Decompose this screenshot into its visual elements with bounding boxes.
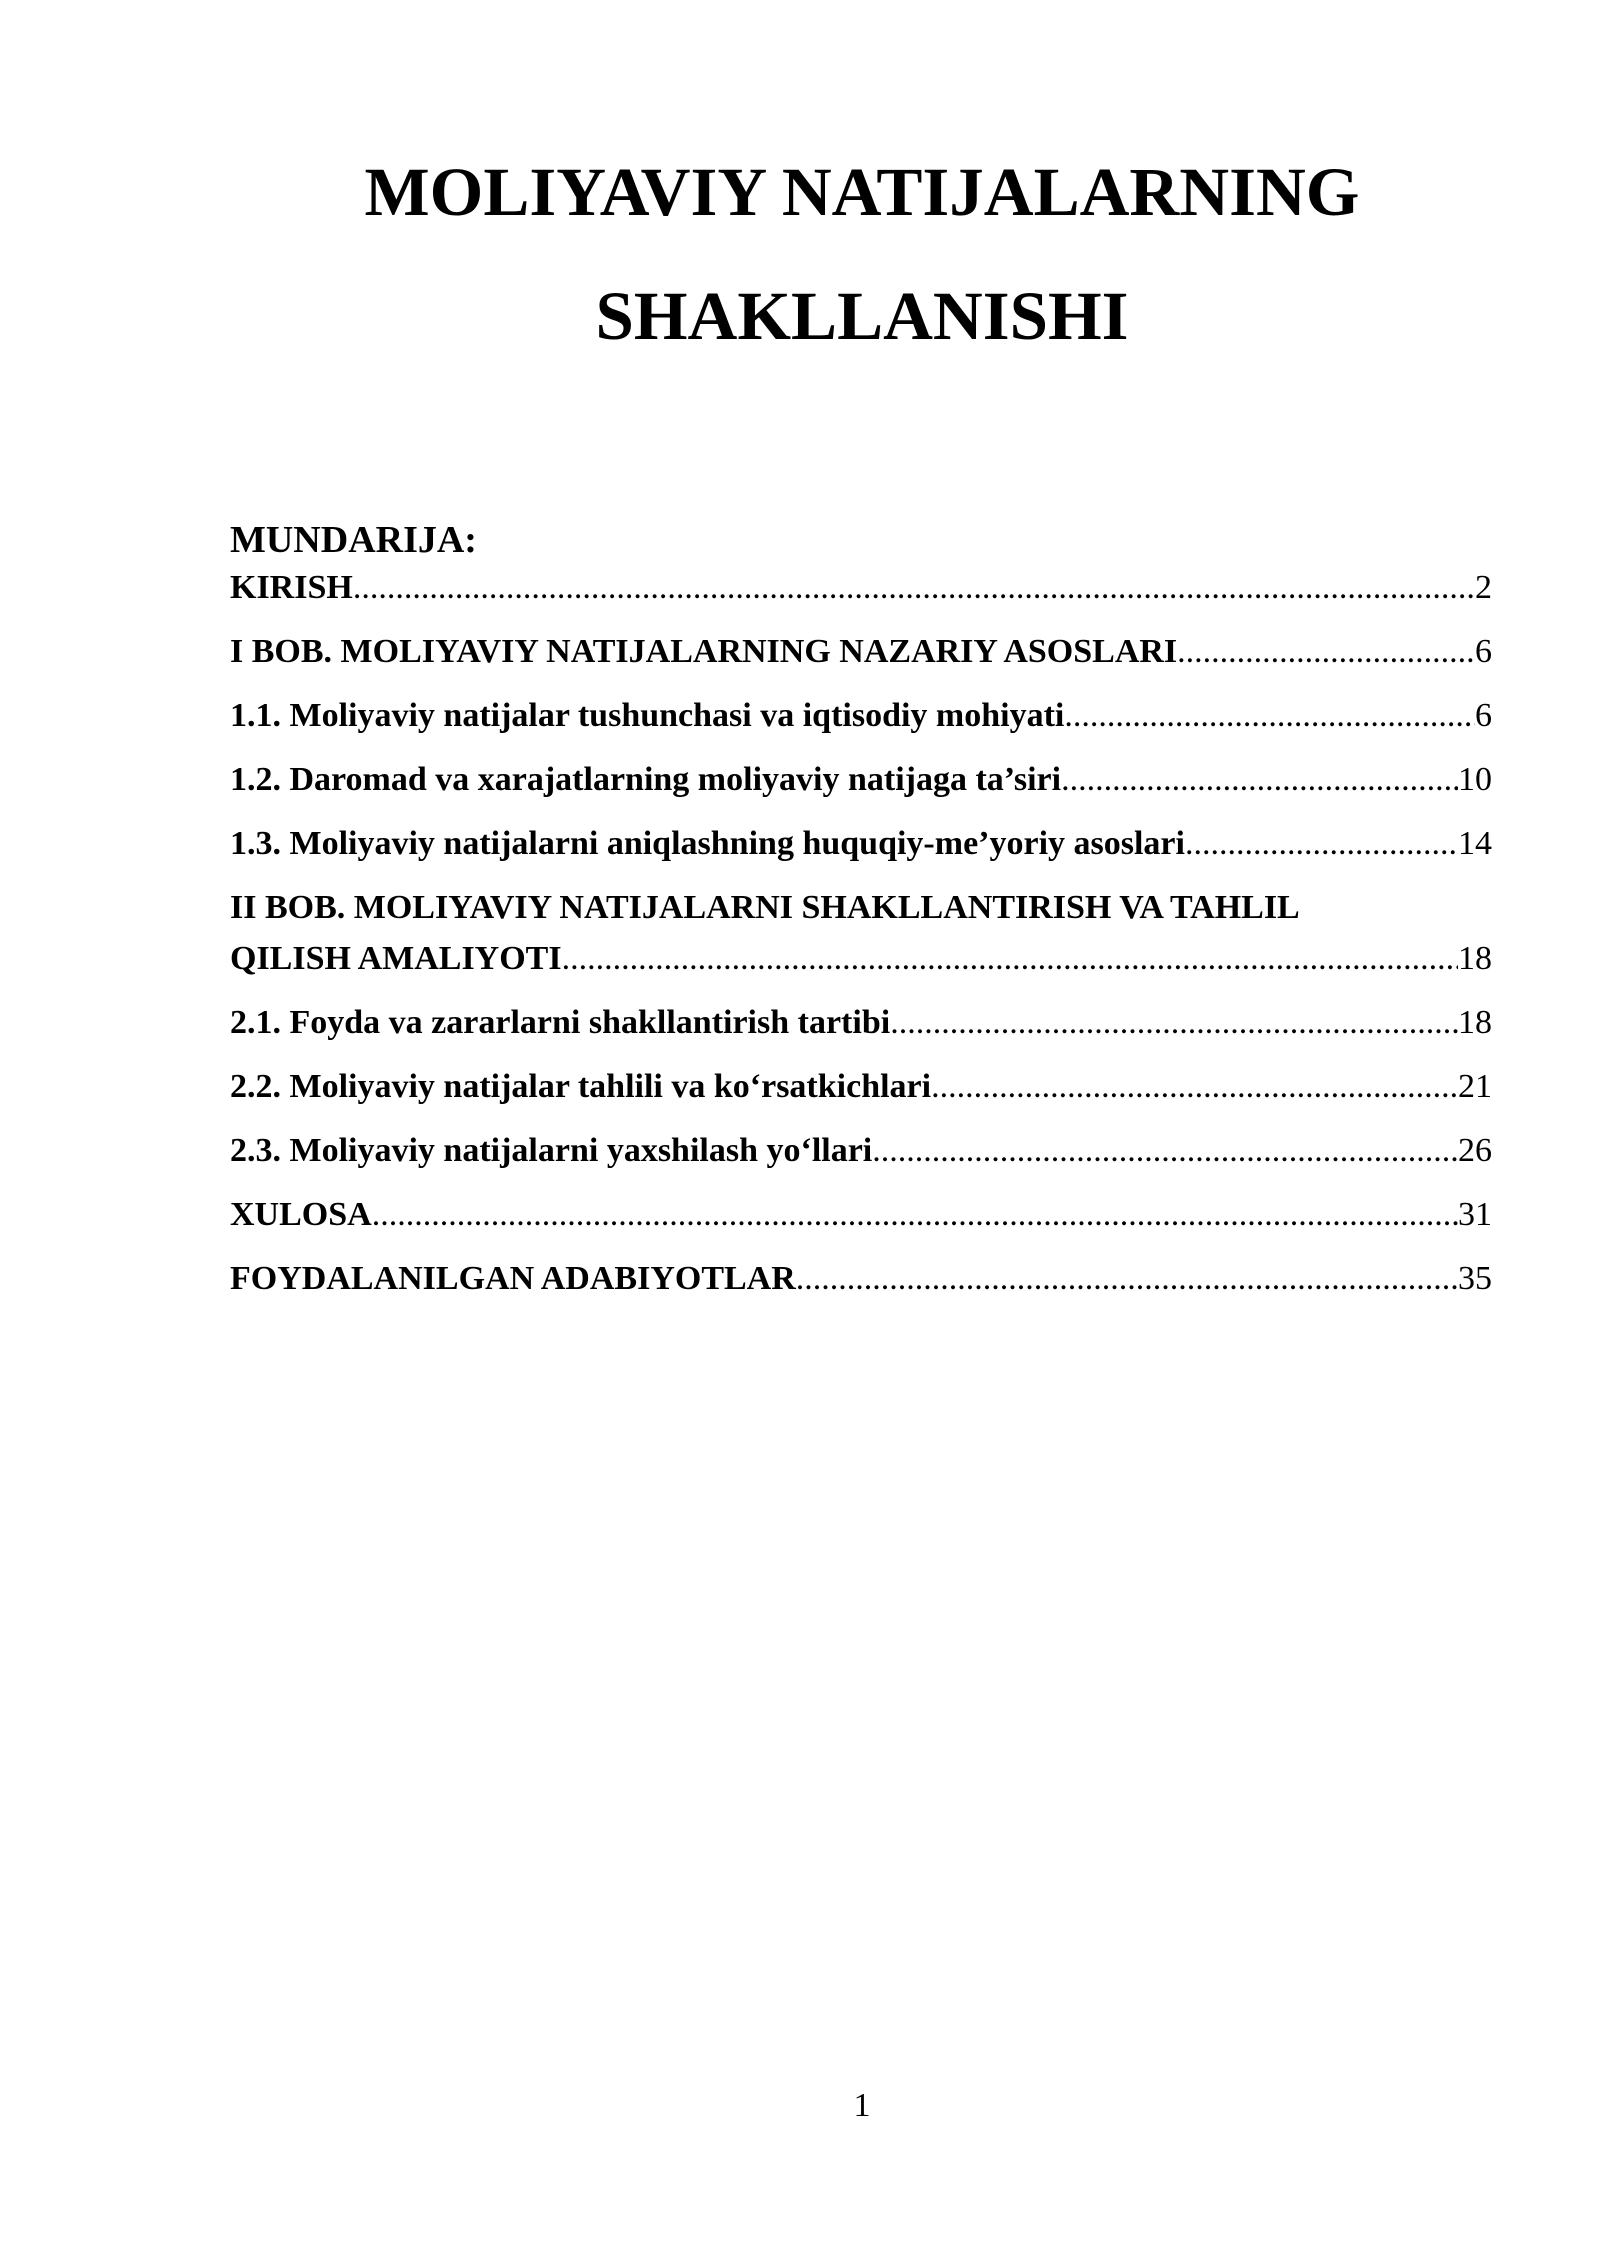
toc-entry-section-1-3[interactable] [230, 818, 1492, 869]
toc-entry-label: FOYDALANILGAN ADABIYOTLAR [230, 1260, 796, 1297]
toc-entry-page: 31 [1458, 1196, 1492, 1233]
toc-entry-chapter-2[interactable] [230, 882, 1492, 984]
page-number: 1 [853, 2087, 871, 2124]
toc-entry-page: 14 [1458, 825, 1492, 862]
toc-entry-page: 35 [1458, 1260, 1492, 1297]
toc-entry-label: QILISH AMALIYOTI [230, 940, 562, 977]
toc-entry-page: 18 [1458, 940, 1492, 977]
toc-dot-leader [1177, 626, 1475, 677]
toc-entry-chapter-1[interactable] [230, 626, 1492, 677]
toc-entry-section-2-3[interactable] [230, 1125, 1492, 1176]
toc-entry-section-2-1[interactable] [230, 997, 1492, 1048]
toc-entry-page: 6 [1475, 697, 1492, 734]
toc-dot-leader [562, 933, 1458, 984]
toc-dot-leader [1185, 818, 1458, 869]
toc-dot-leader [1064, 690, 1475, 741]
toc-entry-label: 2.3. Moliyaviy natijalarni yaxshilash yo‘llari [230, 1132, 873, 1169]
toc-entry-page: 6 [1475, 633, 1492, 670]
toc-entry-label: I BOB. MOLIYAVIY NATIJALARNING NAZARIY ASOSLARI [230, 633, 1178, 670]
toc-entry-label: 2.2. Moliyaviy natijalar tahlili va ko‘rsatkichlari [230, 1068, 932, 1105]
document-title-line-2: SHAKLLANISHI [595, 278, 1129, 354]
toc-entry-kirish[interactable] [230, 562, 1492, 613]
toc-entry-label: 1.2. Daromad va xarajatlarning moliyaviy natijaga ta’siri [230, 761, 1062, 798]
toc-dot-leader [372, 1189, 1458, 1240]
toc-entry-section-1-2[interactable] [230, 754, 1492, 805]
toc-entry-page: 26 [1458, 1132, 1492, 1169]
toc-entry-section-1-1[interactable] [230, 690, 1492, 741]
toc-dot-leader [931, 1061, 1458, 1112]
toc-entry-page: 21 [1458, 1068, 1492, 1105]
toc-entry-page: 2 [1475, 569, 1492, 606]
toc-entry-label: XULOSA [230, 1196, 372, 1233]
toc-heading: MUNDARIJA: [230, 519, 477, 561]
document-title-line-1: MOLIYAVIY NATIJALARNING [364, 154, 1360, 230]
table-of-contents [230, 512, 1492, 1317]
toc-dot-leader [872, 1125, 1458, 1176]
toc-entry-page: 10 [1458, 761, 1492, 798]
toc-entry-xulosa[interactable] [230, 1189, 1492, 1240]
toc-entry-label: KIRISH [230, 569, 353, 606]
toc-entry-label: 1.3. Moliyaviy natijalarni aniqlashning huquqiy-me’yoriy asoslari [230, 825, 1185, 862]
toc-entry-section-2-2[interactable] [230, 1061, 1492, 1112]
toc-dot-leader [1061, 754, 1458, 805]
toc-entry-label: 2.1. Foyda va zararlarni shakllantirish tartibi [230, 1004, 891, 1041]
toc-dot-leader [890, 997, 1458, 1048]
toc-dot-leader [796, 1253, 1458, 1304]
toc-entry-label-line-1: II BOB. MOLIYAVIY NATIJALARNI SHAKLLANTIRISH VA TAHLIL [230, 889, 1300, 926]
toc-entry-page: 18 [1458, 1004, 1492, 1041]
toc-dot-leader [353, 562, 1475, 613]
toc-entry-label: 1.1. Moliyaviy natijalar tushunchasi va iqtisodiy mohiyati [230, 697, 1065, 734]
toc-entry-bibliography[interactable] [230, 1253, 1492, 1304]
